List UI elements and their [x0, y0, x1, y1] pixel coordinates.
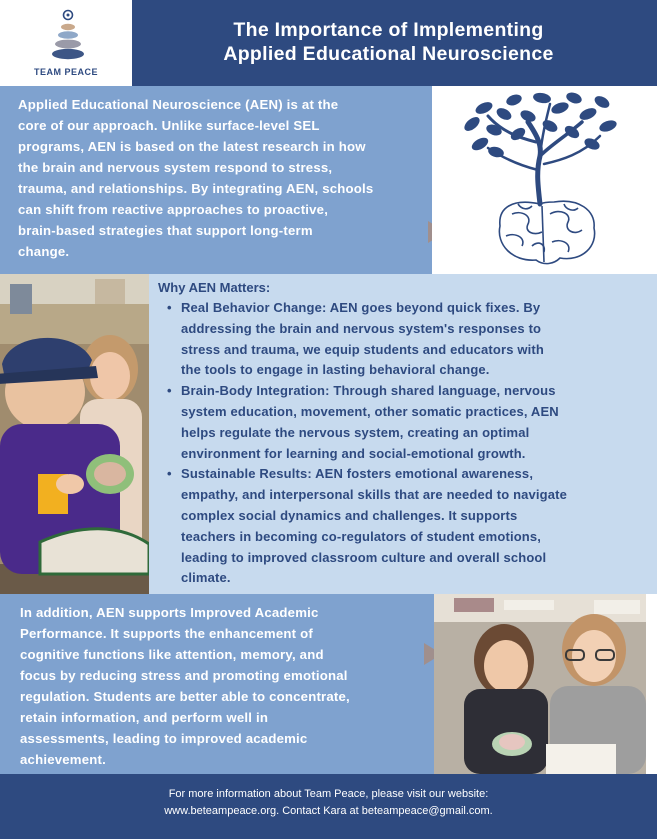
academic-paragraph [20, 602, 420, 770]
intro-line: Applied Educational Neuroscience (AEN) is at the [18, 97, 339, 112]
intro-line: trauma, and relationships. By integrating AEN, schools [18, 181, 374, 196]
why-heading: Why AEN Matters: [158, 280, 271, 295]
why-line: empathy, and interpersonal skills that are needed to navigate [181, 487, 568, 503]
why-list-item [164, 381, 642, 464]
why-line: addressing the brain and nervous system's responses to [181, 320, 542, 336]
logo-label: TEAM PEACE [33, 67, 98, 77]
tree-illustration [432, 86, 657, 274]
page-title [132, 18, 645, 66]
tree-brain-icon [432, 86, 657, 274]
intro-line: brain-based strategies that support long-term [18, 223, 313, 238]
why-line: Sustainable Results: AEN fosters emotional awareness, [181, 466, 534, 482]
why-line: environment for learning and social-emotional growth. [181, 445, 526, 461]
intro-paragraph [18, 94, 418, 262]
footer-line-2: www.beteampeace.org. Contact Kara at beteampeace@gmail.com. [164, 805, 493, 817]
team-peace-logo-icon [50, 8, 86, 66]
academic-line: Performance. It supports the enhancement of [20, 626, 313, 641]
students-photo-brain-model [0, 274, 149, 594]
why-list-item [164, 298, 642, 381]
academic-line: focus by reducing stress and promoting emotional [20, 668, 348, 683]
why-line: helps regulate the nervous system, creating an optimal [181, 424, 530, 440]
girls-with-brain-model-photo-icon [0, 274, 149, 594]
why-list-item [164, 464, 642, 589]
footer-line-1: For more information about Team Peace, please visit our website: [168, 788, 489, 800]
intro-line: programs, AEN is based on the latest research in how [18, 139, 366, 154]
academic-line: regulation. Students are better able to concentrate, [20, 689, 350, 704]
academic-line: In addition, AEN supports Improved Academic [20, 605, 319, 620]
why-line: complex social dynamics and challenges. It supports [181, 507, 518, 523]
intro-line: the brain and nervous system respond to stress, [18, 160, 333, 175]
why-line: Brain-Body Integration: Through shared language, nervous [181, 383, 556, 399]
intro-line: can shift from reactive approaches to proactive, [18, 202, 329, 217]
why-line: teachers in becoming co-regulators of student emotions, [181, 528, 542, 544]
why-line: Real Behavior Change: AEN goes beyond quick fixes. By [181, 300, 541, 315]
why-list [164, 298, 642, 589]
bullet-icon: • [167, 466, 172, 482]
why-line: leading to improved classroom culture and overall school [181, 549, 547, 565]
bullet-icon: • [167, 383, 172, 399]
why-line: the tools to engage in lasting behavioral change. [181, 362, 490, 378]
girls-at-desk-photo-icon [434, 594, 657, 774]
why-line: system education, movement, other somatic practices, AEN [181, 403, 559, 419]
logo-area [0, 0, 132, 86]
why-line: stress and trauma, we equip students and educators with [181, 341, 544, 357]
academic-line: retain information, and perform well in [20, 710, 269, 725]
academic-line: cognitive functions like attention, memory, and [20, 647, 324, 662]
footer-text [0, 786, 657, 820]
academic-line: achievement. [20, 752, 106, 767]
why-line: climate. [181, 570, 231, 586]
title-line-1: The Importance of Implementing [233, 19, 544, 41]
intro-line: core of our approach. Unlike surface-level SEL [18, 118, 320, 133]
academic-line: assessments, leading to improved academic [20, 731, 308, 746]
students-desk-photo [434, 594, 657, 774]
intro-line: change. [18, 244, 70, 259]
title-line-2: Applied Educational Neuroscience [223, 43, 554, 65]
bullet-icon: • [167, 300, 172, 315]
